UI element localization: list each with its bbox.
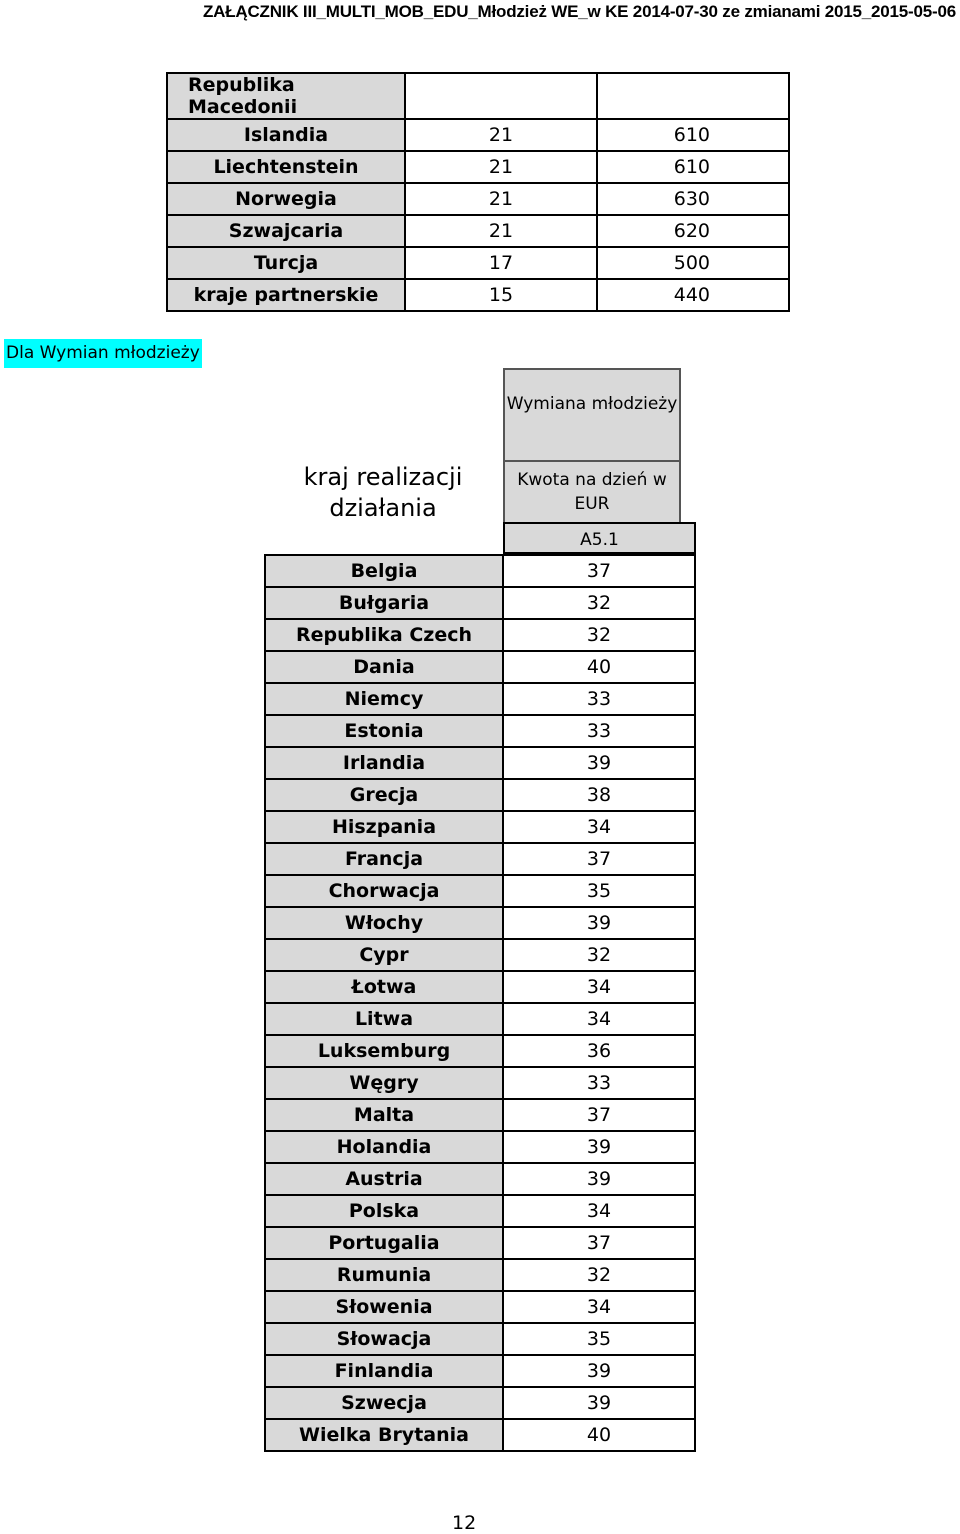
value-cell: 15 — [405, 279, 597, 311]
table-row — [167, 215, 789, 247]
table-row — [265, 1419, 695, 1451]
value-cell: 21 — [405, 215, 597, 247]
country-cell: Rumunia — [265, 1259, 503, 1291]
table-row — [265, 619, 695, 651]
table-row — [265, 1003, 695, 1035]
table-row — [265, 1323, 695, 1355]
country-cell: Słowenia — [265, 1291, 503, 1323]
country-cell: Turcja — [167, 247, 405, 279]
country-cell: Szwecja — [265, 1387, 503, 1419]
rates-table-partner-countries — [166, 72, 790, 312]
country-cell: Grecja — [265, 779, 503, 811]
table-row — [265, 907, 695, 939]
table-row — [265, 1035, 695, 1067]
value-cell: 34 — [503, 1195, 695, 1227]
table-row — [167, 151, 789, 183]
country-cell: kraje partnerskie — [167, 279, 405, 311]
value-cell: 40 — [503, 651, 695, 683]
country-cell: Austria — [265, 1163, 503, 1195]
country-cell: Cypr — [265, 939, 503, 971]
table-row — [265, 1259, 695, 1291]
table-row — [265, 715, 695, 747]
table-row — [265, 1067, 695, 1099]
value-cell: 37 — [503, 1227, 695, 1259]
value-cell: 32 — [503, 939, 695, 971]
country-cell: Liechtenstein — [167, 151, 405, 183]
country-cell: Islandia — [167, 119, 405, 151]
value-cell: 610 — [597, 119, 789, 151]
country-cell: Belgia — [265, 555, 503, 587]
table-row — [167, 279, 789, 311]
page-number: 12 — [452, 1512, 477, 1534]
value-cell: 630 — [597, 183, 789, 215]
country-cell: Norwegia — [167, 183, 405, 215]
value-cell: 35 — [503, 875, 695, 907]
table-row — [265, 1163, 695, 1195]
header-code-cell: A5.1 — [503, 522, 696, 554]
header-group-cell: Wymiana młodzieży — [503, 368, 681, 462]
table-row — [265, 683, 695, 715]
table-row — [265, 1227, 695, 1259]
value-cell: 620 — [597, 215, 789, 247]
table-row — [265, 779, 695, 811]
table-row — [265, 555, 695, 587]
value-cell: 37 — [503, 555, 695, 587]
value-cell: 39 — [503, 747, 695, 779]
country-cell: Malta — [265, 1099, 503, 1131]
country-cell: Wielka Brytania — [265, 1419, 503, 1451]
table-row — [167, 183, 789, 215]
value-cell: 32 — [503, 587, 695, 619]
table-row — [265, 747, 695, 779]
country-cell: Szwajcaria — [167, 215, 405, 247]
table-row — [265, 1291, 695, 1323]
value-cell: 32 — [503, 619, 695, 651]
table-row — [265, 843, 695, 875]
value-cell: 40 — [503, 1419, 695, 1451]
country-cell: Republika Czech — [265, 619, 503, 651]
value-cell: 39 — [503, 1355, 695, 1387]
rates-table-youth-exchange — [264, 554, 696, 1452]
country-cell: Irlandia — [265, 747, 503, 779]
value-cell — [405, 73, 597, 119]
value-cell: 33 — [503, 683, 695, 715]
table-row — [265, 1355, 695, 1387]
table-row — [265, 1387, 695, 1419]
table-row — [265, 1195, 695, 1227]
table-row — [265, 971, 695, 1003]
table-row — [167, 119, 789, 151]
country-cell: Węgry — [265, 1067, 503, 1099]
country-cell: Estonia — [265, 715, 503, 747]
value-cell: 39 — [503, 907, 695, 939]
country-cell: Włochy — [265, 907, 503, 939]
value-cell: 610 — [597, 151, 789, 183]
value-cell: 39 — [503, 1131, 695, 1163]
country-cell: Polska — [265, 1195, 503, 1227]
country-cell: Słowacja — [265, 1323, 503, 1355]
header-country-label: kraj realizacji działania — [303, 463, 463, 522]
country-cell: Republika Macedonii — [167, 73, 405, 119]
value-cell: 34 — [503, 1003, 695, 1035]
country-cell: Łotwa — [265, 971, 503, 1003]
value-cell: 33 — [503, 1067, 695, 1099]
country-cell: Niemcy — [265, 683, 503, 715]
value-cell: 36 — [503, 1035, 695, 1067]
value-cell: 39 — [503, 1163, 695, 1195]
table-row — [265, 1131, 695, 1163]
value-cell — [597, 73, 789, 119]
country-cell: Luksemburg — [265, 1035, 503, 1067]
value-cell: 21 — [405, 183, 597, 215]
value-cell: 500 — [597, 247, 789, 279]
value-cell: 32 — [503, 1259, 695, 1291]
table-row — [167, 247, 789, 279]
country-cell: Bułgaria — [265, 587, 503, 619]
value-cell: 35 — [503, 1323, 695, 1355]
value-cell: 21 — [405, 119, 597, 151]
country-cell: Holandia — [265, 1131, 503, 1163]
section-label: Dla Wymian młodzieży — [4, 339, 202, 368]
country-cell: Chorwacja — [265, 875, 503, 907]
value-cell: 34 — [503, 971, 695, 1003]
country-cell: Dania — [265, 651, 503, 683]
table-row — [265, 651, 695, 683]
value-cell: 34 — [503, 811, 695, 843]
table-row — [167, 73, 789, 119]
header-amount-cell: Kwota na dzień w EUR — [503, 460, 681, 524]
country-cell: Portugalia — [265, 1227, 503, 1259]
value-cell: 34 — [503, 1291, 695, 1323]
value-cell: 38 — [503, 779, 695, 811]
country-cell: Litwa — [265, 1003, 503, 1035]
country-cell: Finlandia — [265, 1355, 503, 1387]
country-cell: Hiszpania — [265, 811, 503, 843]
table-row — [265, 587, 695, 619]
document-header: ZAŁĄCZNIK III_MULTI_MOB_EDU_Młodzież WE_w KE 2014-07-30 ze zmianami 2015_2015-05-06 — [202, 2, 956, 21]
value-cell: 440 — [597, 279, 789, 311]
value-cell: 17 — [405, 247, 597, 279]
value-cell: 39 — [503, 1387, 695, 1419]
value-cell: 33 — [503, 715, 695, 747]
value-cell: 37 — [503, 1099, 695, 1131]
value-cell: 37 — [503, 843, 695, 875]
value-cell: 21 — [405, 151, 597, 183]
table-row — [265, 875, 695, 907]
table-row — [265, 1099, 695, 1131]
table-row — [265, 811, 695, 843]
table-row — [265, 939, 695, 971]
country-cell: Francja — [265, 843, 503, 875]
